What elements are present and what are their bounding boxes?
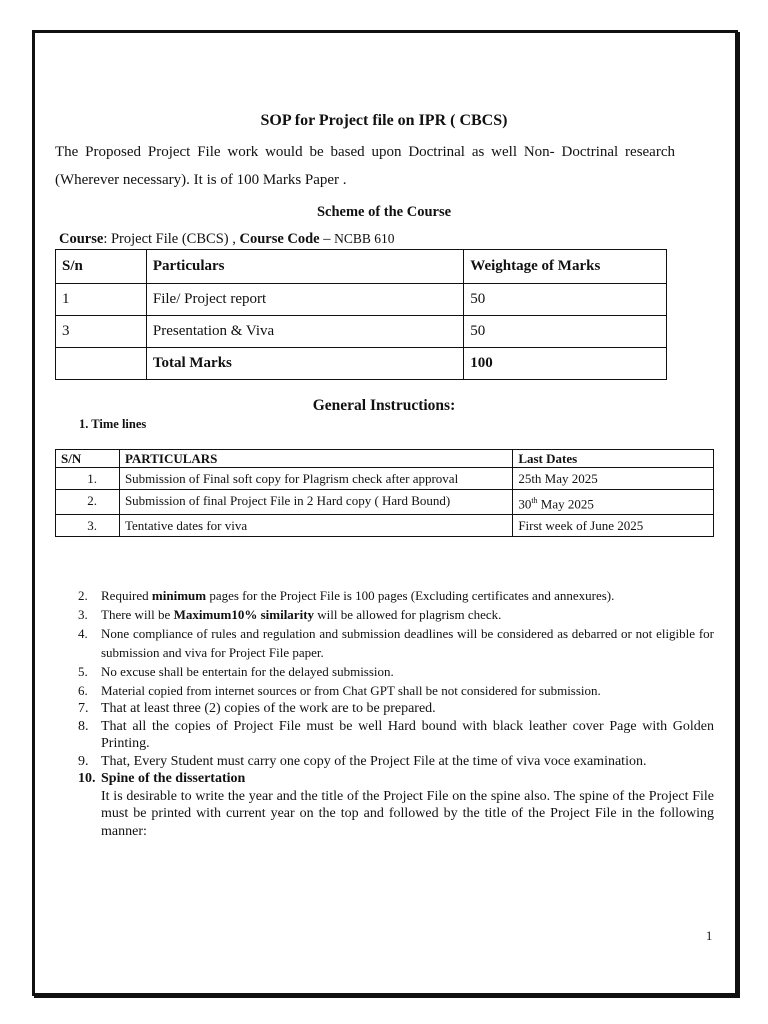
item-text: That all the copies of Project File must be well Hard bound with black leather cover Page with Golden Printing.: [101, 718, 714, 751]
list-item: [60, 770, 714, 840]
table-cell: File/ Project report: [146, 284, 463, 316]
table-cell: [56, 348, 147, 380]
timeline-table: [55, 449, 714, 537]
table-cell: Submission of final Project File in 2 Hard copy ( Hard Bound): [119, 490, 512, 515]
table-row-total: [56, 348, 667, 380]
table-row: [56, 515, 714, 537]
list-item: [60, 718, 714, 753]
item-text: No excuse shall be entertain for the delayed submission.: [101, 664, 394, 679]
table-header-cell: S/N: [56, 450, 120, 468]
item-emphasis: minimum: [151, 588, 207, 603]
spine-heading: Spine of the dissertation: [101, 771, 246, 786]
table-header-cell: Particulars: [146, 250, 463, 284]
table-header-cell: PARTICULARS: [119, 450, 512, 468]
intro-paragraph: The Proposed Project File work would be based upon Doctrinal as well Non- Doctrinal research (Wherever necessary). It is of 100 Marks Paper .: [55, 144, 675, 188]
table-cell: 1: [56, 284, 147, 316]
item-text: Material copied from internet sources or from Chat GPT shall be not considered for submission.: [101, 683, 601, 698]
general-instructions-title: General Instructions:: [312, 397, 456, 414]
list-item: [60, 662, 714, 681]
table-cell: 25th May 2025: [513, 468, 714, 490]
table-cell: 3.: [56, 515, 120, 537]
item-text: There will be: [101, 607, 174, 622]
item-text: pages for the Project File is 100 pages (Excluding certificates and annexures).: [206, 588, 615, 603]
date-month-year: May 2025: [537, 496, 594, 512]
table-cell: First week of June 2025: [513, 515, 714, 537]
instructions-list: [60, 586, 714, 840]
scheme-title: Scheme of the Course: [316, 204, 452, 220]
table-cell: 3: [56, 316, 147, 348]
item-text: That at least three (2) copies of the work are to be prepared.: [101, 701, 436, 716]
item-number: 6.: [78, 683, 88, 698]
date-ordinal: th: [531, 496, 538, 505]
list-item: [60, 753, 714, 771]
list-item: [60, 586, 714, 605]
course-code-label: Course Code: [239, 231, 320, 247]
table-row: [56, 316, 667, 348]
item-number: 5.: [78, 664, 88, 679]
table-cell: 100: [464, 348, 667, 380]
item-number: 7.: [78, 701, 89, 716]
list-item: [60, 681, 714, 700]
table-row: [56, 284, 667, 316]
course-code-dash: –: [319, 231, 335, 247]
item-number: 10.: [78, 771, 96, 786]
list-item: [60, 624, 714, 662]
date-day: 30: [518, 496, 532, 512]
item-number: 4.: [78, 626, 88, 641]
table-cell: Presentation & Viva: [146, 316, 463, 348]
item-text: Required: [101, 588, 152, 603]
table-cell: Total Marks: [146, 348, 463, 380]
table-header-cell: S/n: [56, 250, 147, 284]
table-cell: 50: [464, 284, 667, 316]
item-number: 3.: [78, 607, 88, 622]
table-header-row: [56, 450, 714, 468]
item-number: 8.: [78, 718, 89, 734]
item-text: None compliance of rules and regulation and submission deadlines will be considered as debarred or not eligible for submission and viva for Project File paper.: [101, 626, 714, 660]
table-cell: 2.: [56, 490, 120, 515]
table-cell: Tentative dates for viva: [119, 515, 512, 537]
page-number: 1: [706, 929, 713, 943]
time-lines-heading: 1. Time lines: [79, 417, 147, 431]
list-item: [60, 700, 714, 718]
course-code-value: NCBB 610: [334, 231, 395, 246]
item-number: 2.: [78, 588, 88, 603]
table-header-cell: Last Dates: [513, 450, 714, 468]
item-number: 9.: [78, 753, 89, 769]
item-text: That, Every Student must carry one copy of the Project File at the time of viva voce examination.: [101, 753, 647, 769]
item-text: will be allowed for plagrism check.: [314, 607, 502, 622]
course-line: [59, 231, 395, 248]
table-cell: [513, 490, 714, 515]
marks-table: [55, 249, 667, 380]
page-title: SOP for Project file on IPR ( CBCS): [260, 112, 508, 129]
item-text: It is desirable to write the year and the title of the Project File on the spine also. The spine of the Project File must be printed with current year on the top and followed by the title of the Project File in the following manner:: [101, 788, 714, 839]
table-cell: 50: [464, 316, 667, 348]
table-header-cell: Weightage of Marks: [464, 250, 667, 284]
table-cell: Submission of Final soft copy for Plagrism check after approval: [119, 468, 512, 490]
table-row: [56, 490, 714, 515]
item-emphasis: Maximum10% similarity: [173, 607, 315, 622]
table-cell: 1.: [56, 468, 120, 490]
course-label: Course: [59, 231, 104, 247]
course-value: : Project File (CBCS) ,: [103, 231, 236, 247]
table-row: [56, 468, 714, 490]
table-header-row: [56, 250, 667, 284]
list-item: [60, 605, 714, 624]
